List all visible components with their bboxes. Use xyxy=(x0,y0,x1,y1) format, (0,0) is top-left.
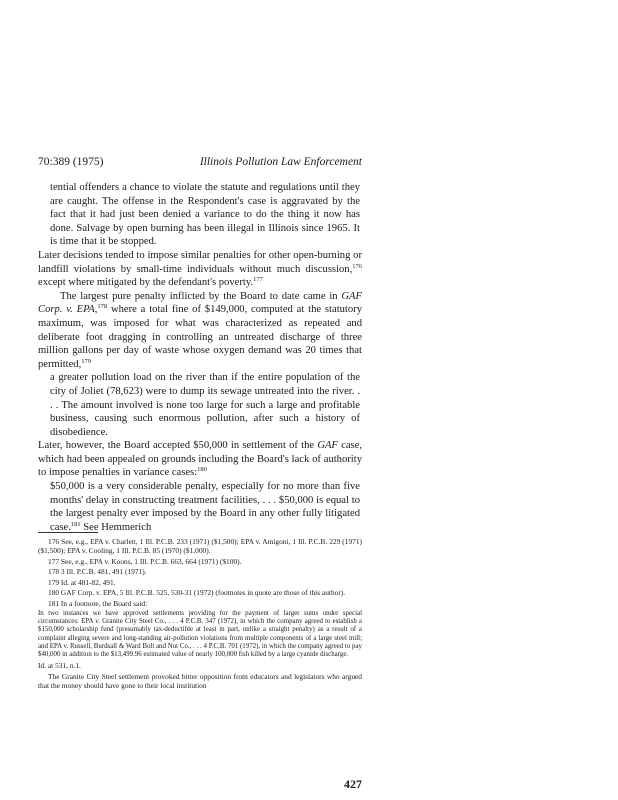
footnote-ref-180: 180 xyxy=(197,466,207,474)
footnote-ref-176: 176 xyxy=(352,262,362,270)
footnote-ref-181: 181 xyxy=(70,520,81,528)
footnote-ref-177: 177 xyxy=(253,276,263,284)
paragraph-1: Later decisions tended to impose similar penalties for other open-burning or landfill violations by small-time individuals without much discussion,$^{176}$ except where mitigated by the defendant's poverty.$^{177}$ xyxy=(38,249,362,289)
footnote-181-continuation: The Granite City Steel settlement provoked bitter opposition from educators and legislators who argued that the money should have gone to their local institution xyxy=(38,671,362,690)
running-header xyxy=(38,156,362,168)
header-citation: 70:389 (1975) xyxy=(38,156,104,168)
paragraph-3: Later, however, the Board accepted $50,000 in settlement of the GAF case, which had been appealed on grounds including the Board's lack of authority to impose penalties in variance cases:$^{180}$ xyxy=(38,440,363,479)
footnotes xyxy=(38,537,362,691)
footnote-ref-179: 179 xyxy=(81,357,91,365)
footnote-177: 177 See, e.g., EPA v. Koons, 1 Ill. P.C.B. 663, 664 (1971) ($100). xyxy=(48,556,242,566)
footnote-178: 178 3 Ill. P.C.B. 481, 491 (1971). xyxy=(48,567,147,577)
case-name-gaf-short: GAF xyxy=(317,440,338,452)
header-title: Illinois Pollution Law Enforcement xyxy=(199,156,362,168)
page-number: 427 xyxy=(344,777,362,791)
block-quote-3: $50,000 is a very considerable penalty, especially for no more than five months' delay in constructing treatment facilities, . . . $50,000 is equal to the largest penalty ever imposed by the Board in any other fully litigated case.$^{181}$ See Hemmerich xyxy=(50,481,360,533)
footnote-180: 180 GAF Corp. v. EPA, 5 Ill. P.C.B. 525, 530-31 (1972) (footnotes in quote are those of this author). xyxy=(48,588,346,598)
block-quote-1: tential offenders a chance to violate the statute and regulations until they are caught. The offense in the Respondent's case is aggravated by the fact that it had just been denied a variance to do the thing it now has done. Salvage by open burning has been illegal in Illinois since 1965. It is time that it be stopped. xyxy=(50,182,360,248)
footnote-divider xyxy=(38,532,98,533)
footnote-181: 181 In a footnote, the Board said: xyxy=(48,599,148,609)
body-text xyxy=(38,181,362,534)
footnote-181-quote: In two instances we have approved settlements providing for the payment of larger sums under special circumstances: EPA v. Granite City Steel Co., . . . 4 P.C.B. 347 (1972), in which the company agreed to establish a $150,000 scholarship fund (presumably tax-deductible at least in part, unlike a straight penalty) as a result of a complaint alleging severe and long-standing air-pollution violations from multiple components of a large steel mill; and EPA v. Russell, Burdsall & Ward Bolt and Nut Co., . . . 4 P.C.B. 701 (1972), in which the company agreed to pay $40,000 in addition to the $13,499.96 estimated value of nearly 100,000 fish killed by a large cyanide discharge. xyxy=(38,609,362,659)
footnote-181-cite: Id. at 531, n.1. xyxy=(38,660,81,670)
footnote-176: 176 See, e.g., EPA v. Charlett, 1 Ill. P.C.B. 233 (1971) ($1,500); EPA v. Amigoni, 1 Ill. P.C.B. 229 (1971) ($1,500); EPA v. Cooling, 1 Ill. P.C.B. 85 (1970) ($1,000). xyxy=(38,537,362,556)
document-page xyxy=(38,0,362,800)
block-quote-2: a greater pollution load on the river than if the entire population of the city of Joliet (78,623) were to dump its sewage untreated into the river. . . . The amount involved is none too large for such a large and profitable business, causing such enormous pollution, after such a history of disobedience. xyxy=(50,372,360,438)
footnote-ref-178: 178 xyxy=(97,303,108,311)
case-name-gaf: GAF Corp. v. EPA, xyxy=(38,290,362,316)
paragraph-2: The largest pure penalty inflicted by the Board to date came in GAF Corp. v. EPA,$^{178}$ where a total fine of $149,000, computed at the statutory maximum, was imposed for what was characterized as repeated and deliberate foot dragging in controlling an untreated discharge of three million gallons per day of waste whose oxygen demand was 20 times that permitted,$^{179}$ xyxy=(38,290,362,370)
footnote-179: 179 Id. at 481-82, 491. xyxy=(48,577,116,587)
